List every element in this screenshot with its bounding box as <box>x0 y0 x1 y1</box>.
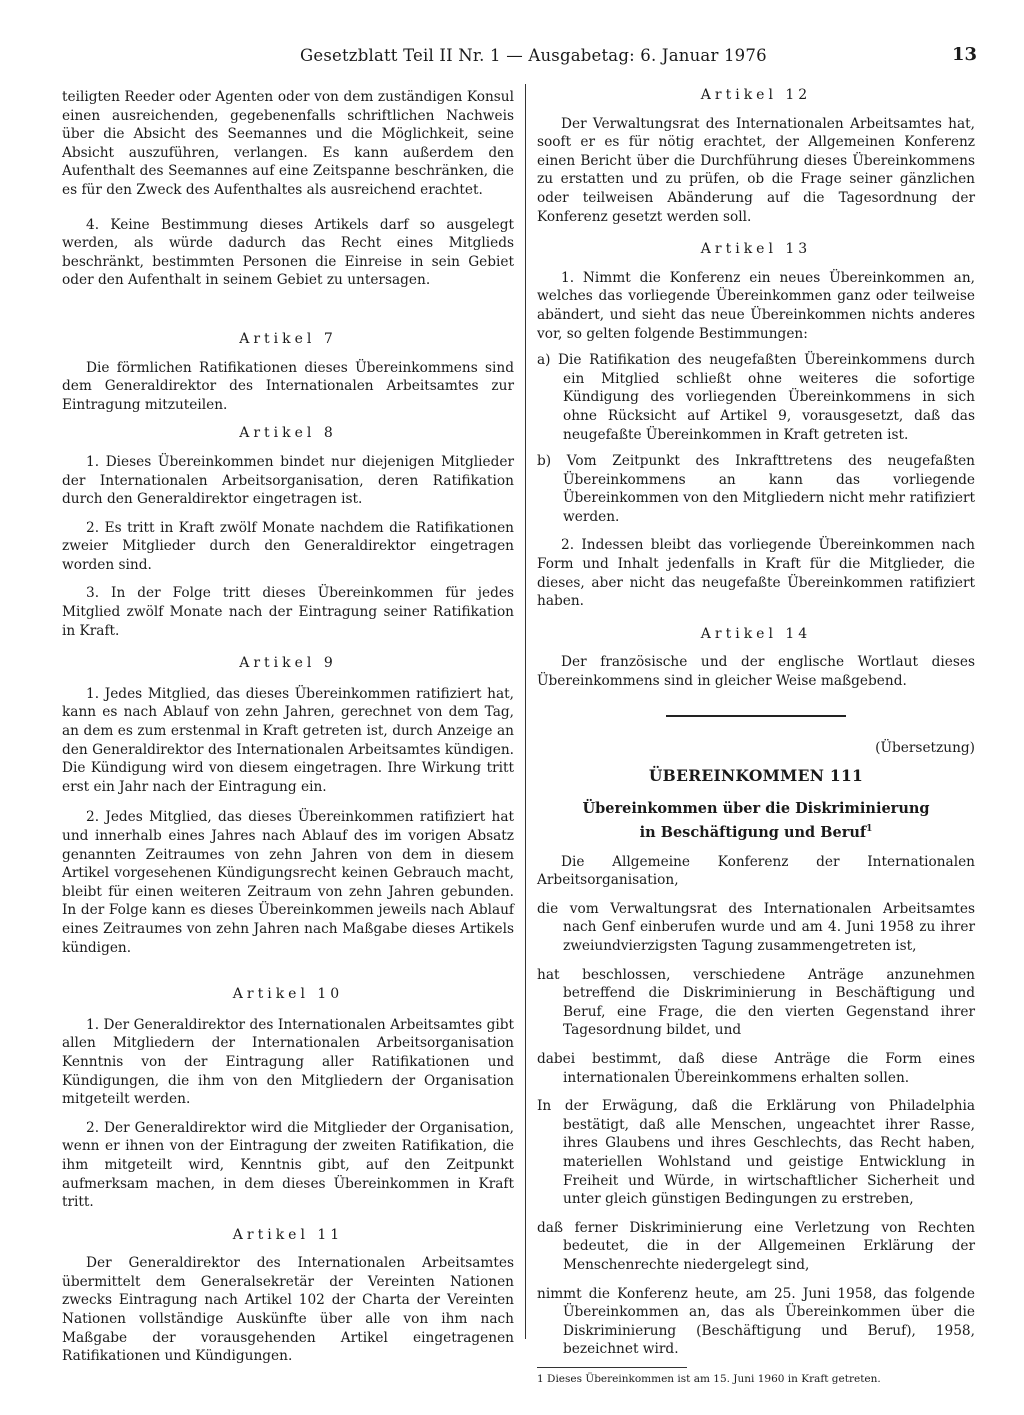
article-13-item-b: b) Vom Zeitpunkt des Inkrafttretens des neugefaßten Übereinkommens an kann das vorliegende Übereinkommen von den Mitgliedern nicht mehr ratifiziert werden. <box>537 453 975 525</box>
article-7-heading: Artikel 7 <box>239 330 337 347</box>
section-divider <box>666 715 846 717</box>
article-10-paragraph-1: 1. Der Generaldirektor des Internationalen Arbeitsamtes gibt allen Mitgliedern der Internationalen Arbeitsorganisation Kenntnis von der Eintragung aller Ratifikationen und Kündigungen, die ihm von den Mitgliedern der Organisation mitgeteilt werden. <box>62 1016 514 1108</box>
article-8-paragraph-1: 1. Dieses Übereinkommen bindet nur diejenigen Mitglieder der Internationalen Arbeitsorganisation, deren Ratifikation durch den Generaldirektor eingetragen ist. <box>62 453 514 508</box>
footnote <box>537 1372 975 1386</box>
convention-title: ÜBEREINKOMMEN 111 <box>648 766 864 786</box>
article-14-text: Der französische und der englische Wortlaut dieses Übereinkommens sind in gleicher Weise maßgebend. <box>537 654 975 690</box>
article-9-paragraph-1: 1. Jedes Mitglied, das dieses Übereinkommen ratifiziert hat, kann es nach Ablauf von zehn Jahren, gerechnet von dem Tag, an dem es zum erstenmal in Kraft getreten ist, durch Anzeige an den Generaldirektor des Internationalen Arbeitsamtes kündigen. Die Kündigung wird von diesem eingetragen. Ihre Wirkung tritt erst ein Jahr nach der Eintragung ein. <box>62 685 514 795</box>
article-8-paragraph-2: 2. Es tritt in Kraft zwölf Monate nachdem die Ratifikationen zweier Mitglieder durch den Generaldirektor eingetragen worden sind. <box>62 519 514 573</box>
footnote-divider <box>537 1367 687 1368</box>
article-13-paragraph-2: 2. Indessen bleibt das vorliegende Übereinkommen nach Form und Inhalt jedenfalls in Kraft für die Mitglieder, die dieses, aber nicht das neugefaßte Übereinkommen ratifiziert haben. <box>537 537 975 610</box>
article-7-text: Die förmlichen Ratifikationen dieses Übereinkommens sind dem Generaldirektor des Internationalen Arbeitsamtes zur Eintragung mitzuteilen. <box>62 359 514 413</box>
article-11-text: Der Generaldirektor des Internationalen Arbeitsamtes übermittelt dem Generalsekretär der Vereinten Nationen zwecks Eintragung nach Artikel 102 der Charta der Vereinten Nationen vollständige Auskünfte über alle von ihm nach Maßgabe der vorausgehenden Artikel eingetragenen Ratifikationen und Kündigungen. <box>62 1255 514 1365</box>
preamble-2: die vom Verwaltungsrat des Internationalen Arbeitsamtes nach Genf einberufen wurde und am 4. Juni 1958 zu ihrer zweiundvierzigsten Tagung zusammengetreten ist, <box>537 900 975 955</box>
article-8-heading: Artikel 8 <box>239 425 337 442</box>
subtitle-line-1: Übereinkommen über die Diskriminierung <box>582 799 930 817</box>
article-13-item-a: a) Die Ratifikation des neugefaßten Übereinkommens durch ein Mitglied schließt ohne weiteres die sofortige Kündigung des vorliegenden Übereinkommens in sich ohne Rücksicht auf Artikel 9, vorausgesetzt, daß das neugefaßte Übereinkommen in Kraft getreten ist. <box>537 352 975 443</box>
article-14-heading: Artikel 14 <box>700 625 812 642</box>
preamble-5: In der Erwägung, daß die Erklärung von Philadelphia bestätigt, daß alle Menschen, ungeachtet ihrer Rasse, ihres Glaubens und ihres Geschlechts, das Recht haben, materiellen Wohlstand und geistige Entwicklung in Freiheit und Würde, in wirtschaftlicher Sicherheit und unter gleich günstigen Bedingungen zu erstreben, <box>537 1098 975 1208</box>
article-13-heading: Artikel 13 <box>700 241 812 258</box>
footnote-number: 1 <box>537 1372 544 1385</box>
article-9-paragraph-2: 2. Jedes Mitglied, das dieses Übereinkommen ratifiziert hat und innerhalb eines Jahres nach Ablauf des im vorigen Absatz genannten Zeitraumes von zehn Jahren von dem in diesem Artikel vorgesehenen Kündigungsrecht keinen Gebrauch macht, bleibt für einen weiteren Zeitraum von zehn Jahren gebunden. In der Folge kann es dieses Übereinkommen jeweils nach Ablauf eines Zeitraumes von zehn Jahren nach Maßgabe dieses Artikels kündigen. <box>62 809 514 956</box>
translation-note: (Übersetzung) <box>875 739 975 756</box>
article-9-heading: Artikel 9 <box>239 655 337 672</box>
convention-subtitle <box>537 798 975 843</box>
article-11-heading: Artikel 11 <box>232 1226 344 1243</box>
page-number: 13 <box>952 44 978 65</box>
article-10-heading: Artikel 10 <box>232 986 344 1003</box>
preamble-7: nimmt die Konferenz heute, am 25. Juni 1958, das folgende Übereinkommen an, das als Übereinkommen über die Diskriminierung (Beschäftigung und Beruf), 1958, bezeichnet wird. <box>537 1285 975 1358</box>
paragraph-4: 4. Keine Bestimmung dieses Artikels darf so ausgelegt werden, als würde dadurch das Recht eines Mitglieds beschränkt, bestimmten Personen die Einreise in sein Gebiet oder den Aufenthalt in seinem Gebiet zu untersagen. <box>62 216 514 289</box>
preamble-3: hat beschlossen, verschiedene Anträge anzunehmen betreffend die Diskriminierung in Beschäftigung und Beruf, eine Frage, die den vierten Gegenstand ihrer Tagesordnung bildet, und <box>537 966 975 1039</box>
preamble-6: daß ferner Diskriminierung eine Verletzung von Rechten bedeutet, die in der Allgemeinen Erklärung der Menschenrechte niedergelegt sind, <box>537 1219 975 1273</box>
footnote-text: Dieses Übereinkommen ist am 15. Juni 1960 in Kraft getreten. <box>547 1372 881 1385</box>
right-column <box>537 86 975 1386</box>
left-column <box>62 88 514 1366</box>
column-divider <box>525 84 526 1339</box>
footnote-reference: 1 <box>866 823 873 834</box>
subtitle-line-2: in Beschäftigung und Beruf$^1$ <box>639 823 873 841</box>
continued-paragraph: teiligten Reeder oder Agenten oder von dem zuständigen Konsul einen ausreichenden, gegebenenfalls schriftlichen Nachweis über die Absicht des Seemannes und die Möglichkeit, seine Absicht auszuführen, verlangen. Es kann außerdem den Aufenthalt des Seemannes auf eine Zeitspanne beschränken, die es für den Zweck des Aufenthaltes als ausreichend erachtet. <box>62 89 514 198</box>
preamble-1: Die Allgemeine Konferenz der Internationalen Arbeitsorganisation, <box>537 853 975 889</box>
article-10-paragraph-2: 2. Der Generaldirektor wird die Mitglieder der Organisation, wenn er ihnen von der Eintragung der zweiten Ratifikation, die ihm mitgeteilt wird, Kenntnis gibt, auf den Zeitpunkt aufmerksam machen, in dem dieses Übereinkommen in Kraft tritt. <box>62 1119 514 1211</box>
article-13-paragraph-1: 1. Nimmt die Konferenz ein neues Übereinkommen an, welches das vorliegende Übereinkommen ganz oder teilweise abändert, und sieht das neue Übereinkommen nichts anderes vor, so gelten folgende Bestimmungen: <box>537 269 975 342</box>
preamble-4: dabei bestimmt, daß diese Anträge die Form eines internationalen Übereinkommens erhalten sollen. <box>537 1050 975 1086</box>
article-8-paragraph-3: 3. In der Folge tritt dieses Übereinkommen für jedes Mitglied zwölf Monate nach der Eintragung seiner Ratifikation in Kraft. <box>62 585 514 639</box>
running-header: Gesetzblatt Teil II Nr. 1 — Ausgabetag: 6. Januar 1976 <box>300 46 767 65</box>
article-12-text: Der Verwaltungsrat des Internationalen Arbeitsamtes hat, sooft er es für nötig erachtet, der Allgemeinen Konferenz einen Bericht über die Durchführung dieses Übereinkommens zu erstatten und zu prüfen, ob die Frage seiner gänzlichen oder teilweisen Abänderung auf die Tagesordnung der Konferenz gesetzt werden soll. <box>537 115 975 225</box>
article-12-heading: Artikel 12 <box>700 87 812 103</box>
